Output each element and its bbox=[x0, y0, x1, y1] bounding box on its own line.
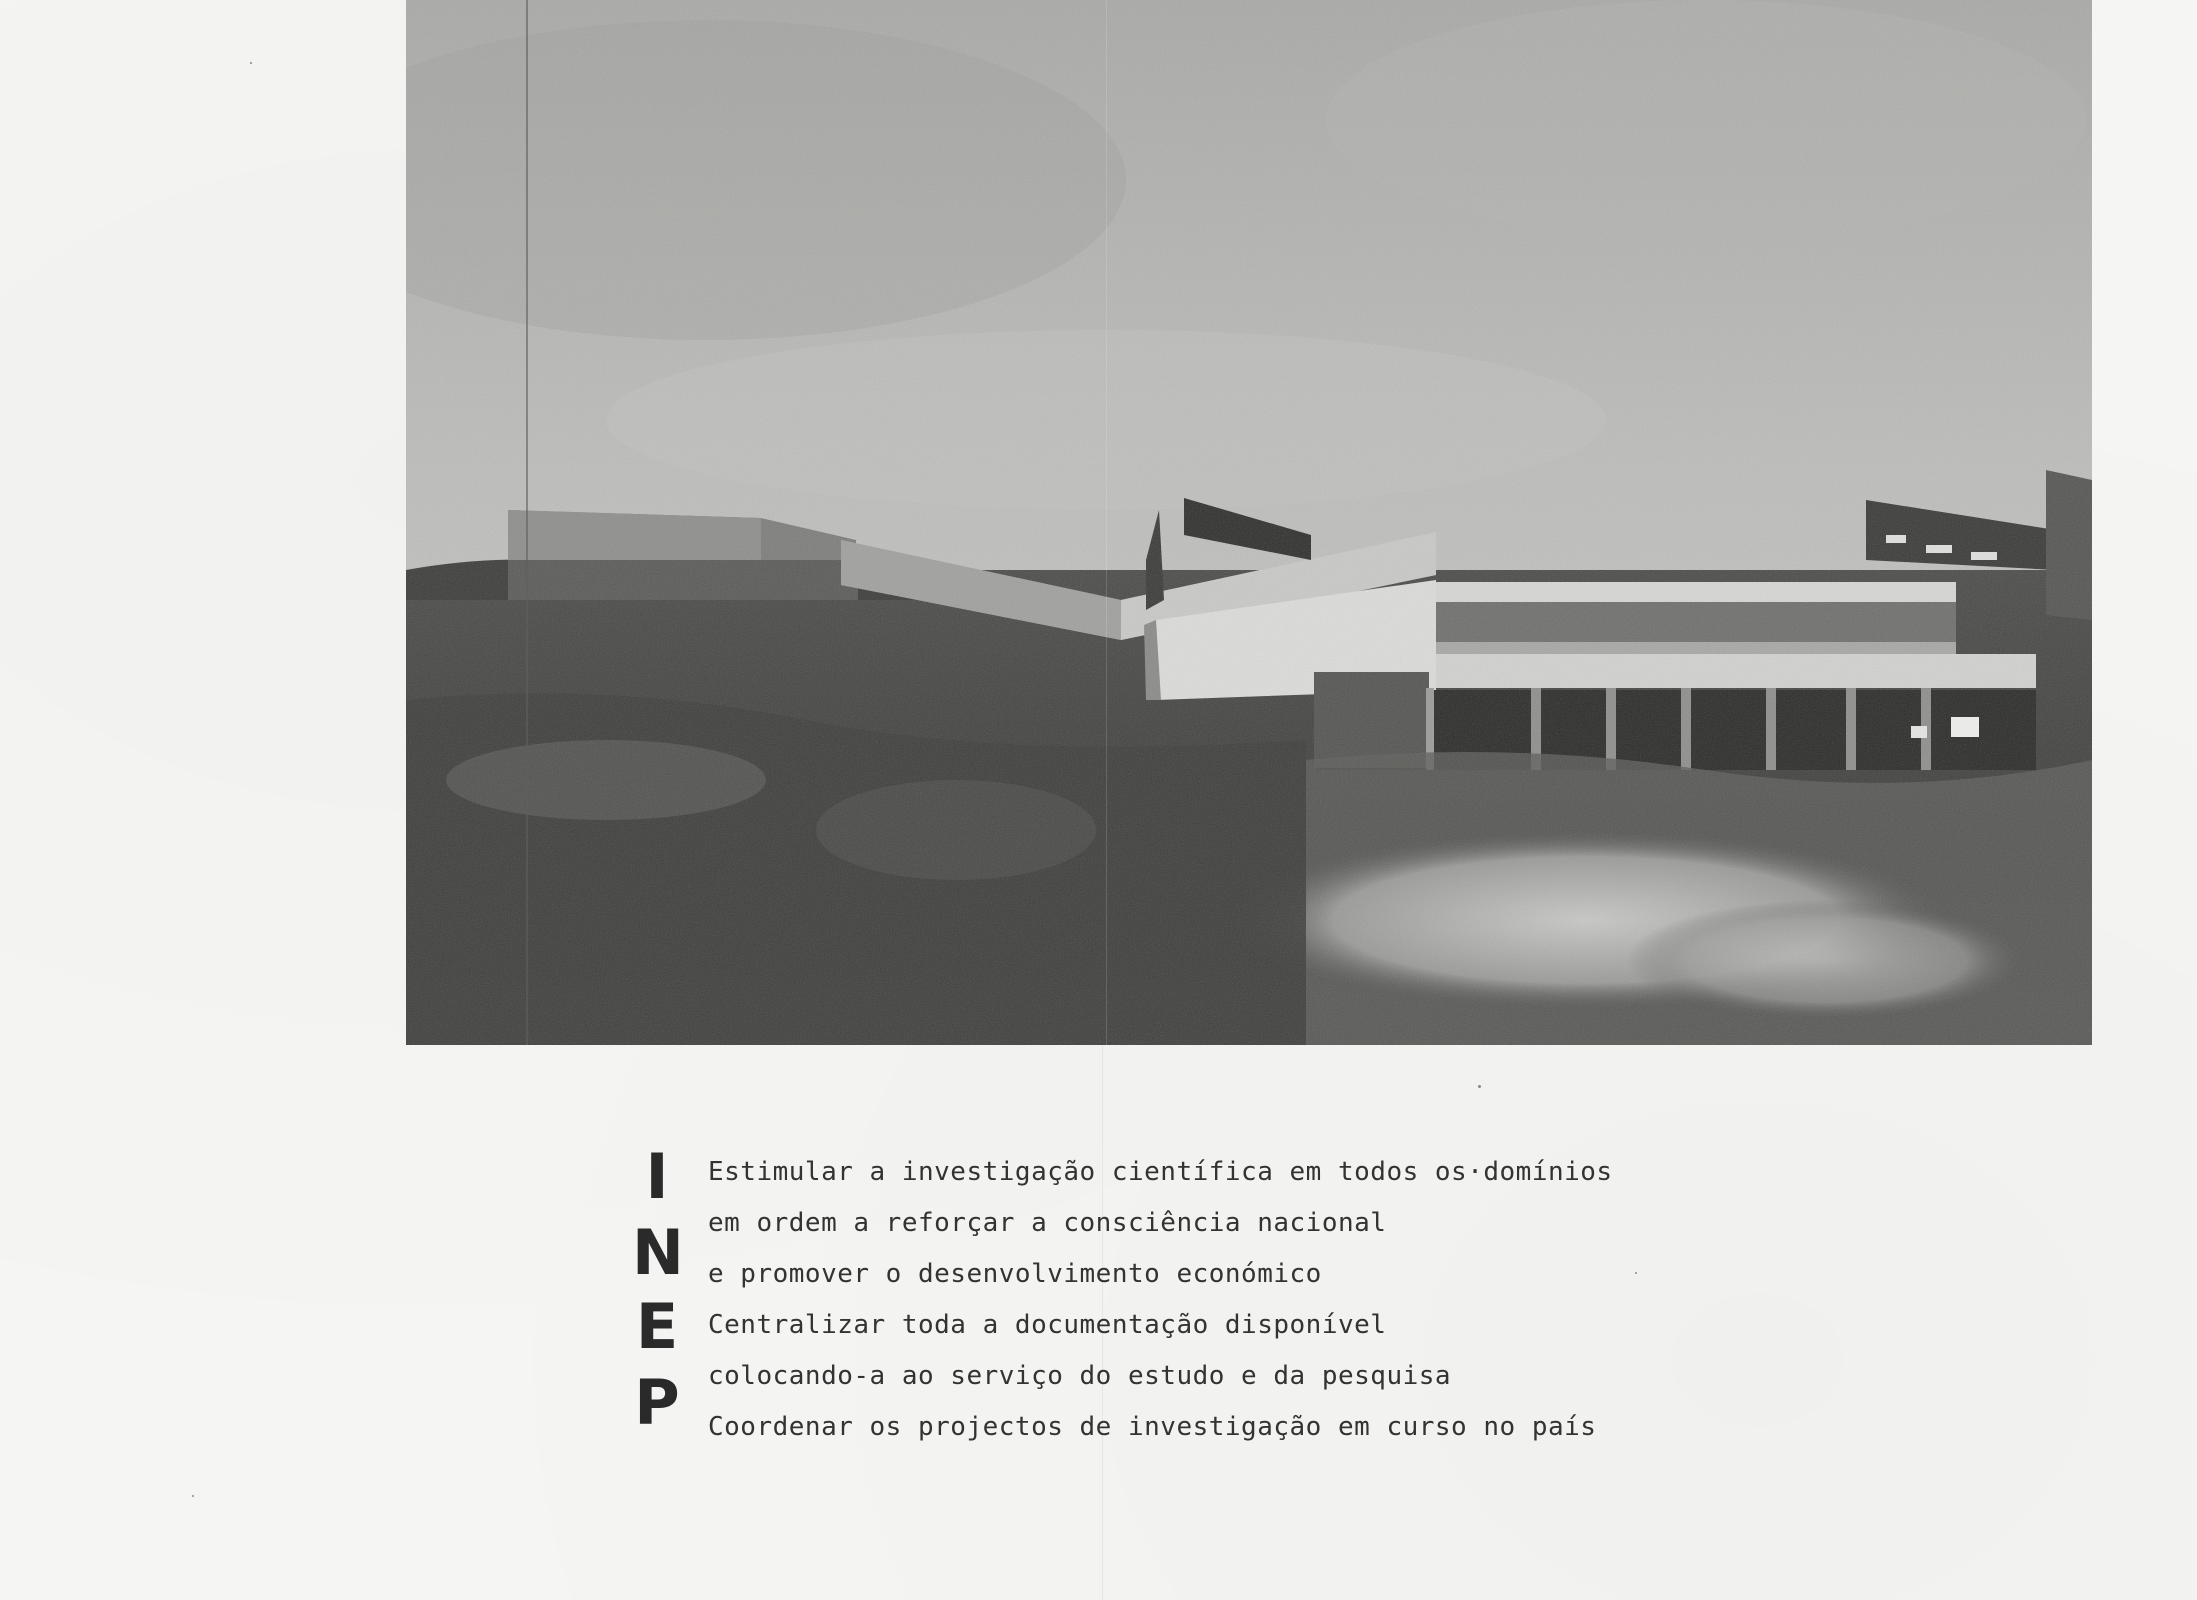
paper-speck bbox=[250, 62, 252, 64]
acronym-letter-p: P bbox=[634, 1366, 680, 1439]
acronym-letter-n: N bbox=[632, 1216, 684, 1289]
mission-text bbox=[708, 1147, 1708, 1453]
building-photograph-image bbox=[406, 0, 2092, 1045]
acronym-letter-e: E bbox=[635, 1290, 679, 1363]
mission-line: Centralizar toda a documentação disponível bbox=[708, 1310, 1387, 1340]
building-photograph bbox=[406, 0, 2092, 1045]
paper-speck bbox=[1478, 1085, 1481, 1088]
mission-line: colocando-a ao serviço do estudo e da pesquisa bbox=[708, 1361, 1452, 1391]
acronym-letter-i: I bbox=[645, 1140, 669, 1213]
inep-acronym bbox=[632, 1140, 684, 1439]
mission-line: e promover o desenvolvimento económico bbox=[708, 1259, 1322, 1289]
mission-line: Coordenar os projectos de investigação em curso no país bbox=[708, 1412, 1597, 1442]
mission-line: Estimular a investigação científica em todos os·domínios bbox=[708, 1157, 1613, 1187]
mission-line: em ordem a reforçar a consciência nacional bbox=[708, 1208, 1387, 1238]
paper-speck bbox=[1635, 1272, 1637, 1274]
paper-speck bbox=[192, 1495, 194, 1497]
